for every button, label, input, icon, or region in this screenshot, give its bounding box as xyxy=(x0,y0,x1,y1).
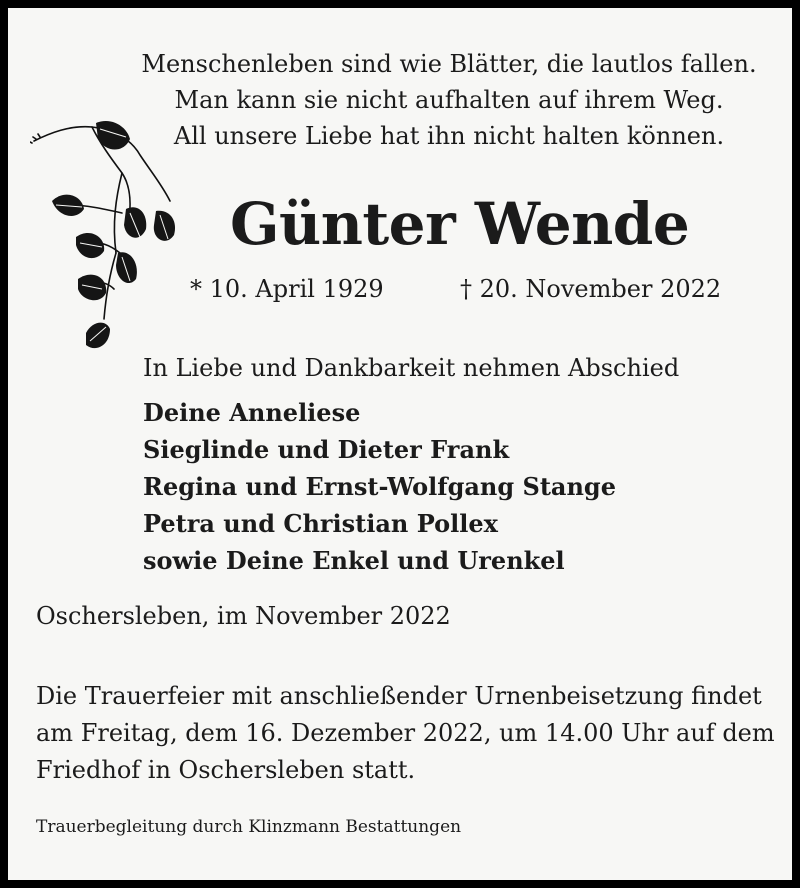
funeral-service-info xyxy=(36,678,775,789)
poem-line: All unsere Liebe hat ihn nicht halten können. xyxy=(173,122,725,150)
mourners-intro: In Liebe und Dankbarkeit nehmen Abschied xyxy=(143,354,680,382)
mourner-name: sowie Deine Enkel und Urenkel xyxy=(143,546,565,575)
mourners-list xyxy=(143,394,616,579)
deceased-name: Günter Wende xyxy=(230,190,690,258)
death-date: † 20. November 2022 xyxy=(460,275,722,303)
mourner-name: Sieglinde und Dieter Frank xyxy=(143,435,510,464)
obituary-notice xyxy=(8,8,792,880)
service-line: Die Trauerfeier mit anschließender Urnenbeisetzung findet xyxy=(36,682,762,710)
poem xyxy=(8,46,792,154)
mourner-name: Deine Anneliese xyxy=(143,398,361,427)
place-date: Oschersleben, im November 2022 xyxy=(36,602,451,630)
poem-line: Man kann sie nicht aufhalten auf ihrem Weg. xyxy=(174,86,724,114)
mourner-name: Regina und Ernst-Wolfgang Stange xyxy=(143,472,616,501)
service-line: am Freitag, dem 16. Dezember 2022, um 14.00 Uhr auf dem xyxy=(36,719,775,747)
mourner-name: Petra und Christian Pollex xyxy=(143,509,498,538)
service-line: Friedhof in Oschersleben statt. xyxy=(36,756,416,784)
poem-line: Menschenleben sind wie Blätter, die lautlos fallen. xyxy=(141,50,757,78)
birth-date: * 10. April 1929 xyxy=(190,275,384,303)
undertaker-credit: Trauerbegleitung durch Klinzmann Bestattungen xyxy=(36,817,462,837)
